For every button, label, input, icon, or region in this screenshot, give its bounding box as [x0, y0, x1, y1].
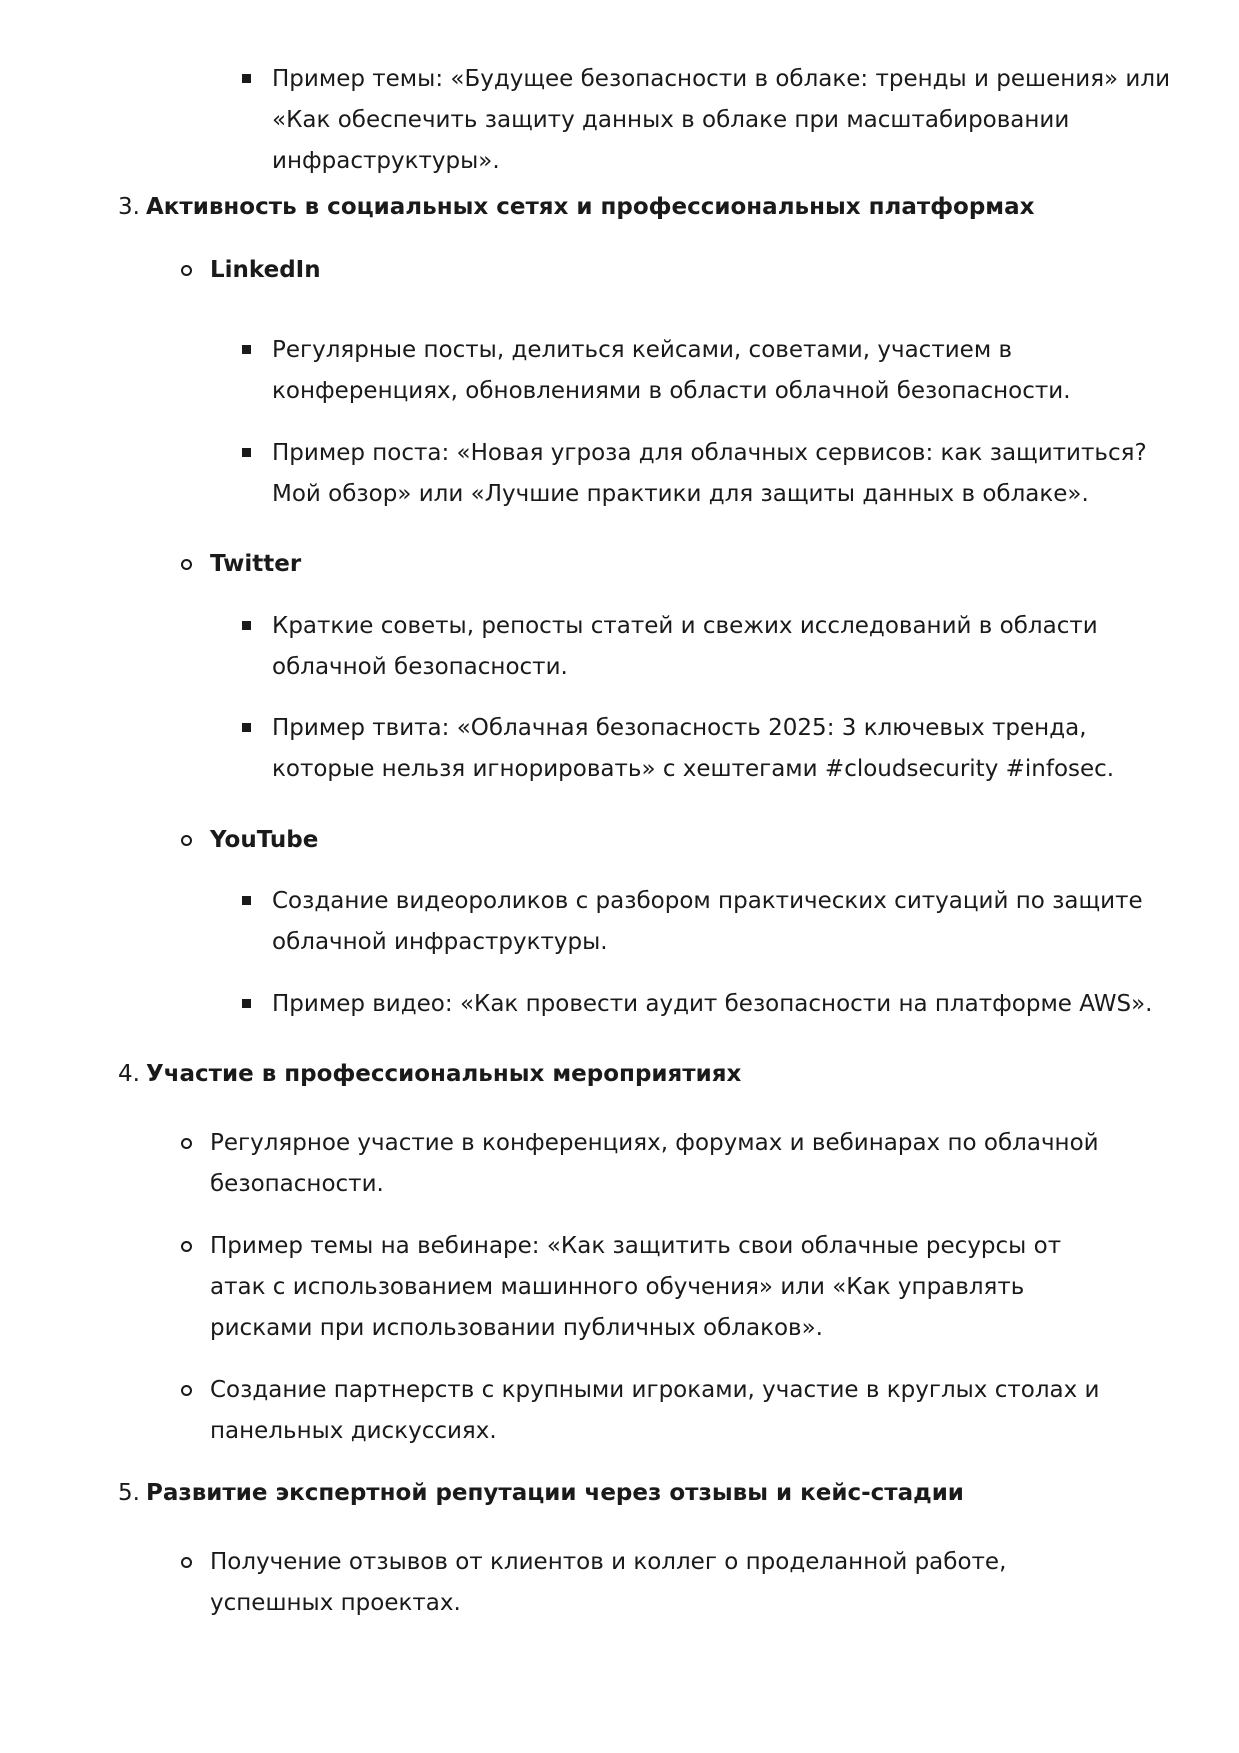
subsection-title: Twitter — [210, 551, 302, 577]
section-number: 3. — [118, 194, 140, 220]
square-bullet-icon — [242, 723, 251, 732]
list-item — [210, 1226, 1110, 1349]
subsection-twitter — [210, 544, 1110, 585]
subsection-title: YouTube — [210, 827, 319, 853]
list-item-text: Краткие советы, репосты статей и свежих исследований в области облачной безопасности. — [272, 613, 1098, 680]
list-item — [272, 433, 1172, 515]
square-bullet-icon — [242, 448, 251, 457]
list-item — [210, 1123, 1110, 1205]
section-number: 4. — [118, 1061, 140, 1087]
list-item-text: Пример видео: «Как провести аудит безопасности на платформе AWS». — [272, 991, 1153, 1017]
subsection-linkedin — [210, 250, 1110, 291]
square-bullet-icon — [242, 74, 251, 83]
list-item — [272, 330, 1172, 412]
square-bullet-icon — [242, 621, 251, 630]
list-item-text: Пример поста: «Новая угроза для облачных сервисов: как защититься? Мой обзор» или «Лучшие практики для защиты данных в облаке». — [272, 440, 1147, 507]
circle-bullet-icon — [181, 1138, 192, 1149]
circle-bullet-icon — [181, 1241, 192, 1252]
square-bullet-icon — [242, 999, 251, 1008]
section-title: Участие в профессиональных мероприятиях — [146, 1061, 742, 1087]
list-item-text: Регулярные посты, делиться кейсами, советами, участием в конференциях, обновлениями в области облачной безопасности. — [272, 337, 1071, 404]
section-number: 5. — [118, 1480, 140, 1506]
square-bullet-icon — [242, 896, 251, 905]
list-item-text: Пример темы на вебинаре: «Как защитить свои облачные ресурсы от атак с использованием машинного обучения» или «Как управлять рисками при использовании публичных облаков». — [210, 1233, 1062, 1341]
list-item — [210, 1542, 1110, 1624]
circle-bullet-icon — [181, 559, 192, 570]
section-heading-3 — [118, 187, 1146, 228]
list-item — [272, 59, 1172, 182]
circle-bullet-icon — [181, 835, 192, 846]
circle-bullet-icon — [181, 265, 192, 276]
list-item — [210, 1370, 1110, 1452]
section-heading-4 — [118, 1054, 1146, 1095]
list-item — [272, 881, 1172, 963]
section-title: Активность в социальных сетях и профессиональных платформах — [146, 194, 1035, 220]
list-item-text: Создание партнерств с крупными игроками, участие в круглых столах и панельных дискуссиях. — [210, 1377, 1100, 1444]
circle-bullet-icon — [181, 1385, 192, 1396]
list-item-text: Регулярное участие в конференциях, форумах и вебинарах по облачной безопасности. — [210, 1130, 1099, 1197]
list-item-text: Пример твита: «Облачная безопасность 2025: 3 ключевых тренда, которые нельзя игнорировать» с хештегами #cloudsecurity #infosec. — [272, 715, 1115, 782]
section-title: Развитие экспертной репутации через отзывы и кейс-стадии — [146, 1480, 964, 1506]
section-heading-5 — [118, 1473, 1146, 1514]
circle-bullet-icon — [181, 1557, 192, 1568]
list-item-text: Пример темы: «Будущее безопасности в облаке: тренды и решения» или «Как обеспечить защиту данных в облаке при масштабировании инфраструктуры». — [272, 66, 1171, 174]
list-item — [272, 606, 1172, 688]
list-item — [272, 984, 1172, 1025]
list-item-text: Создание видеороликов с разбором практических ситуаций по защите облачной инфраструктуры. — [272, 888, 1143, 955]
subsection-youtube — [210, 820, 1110, 861]
list-item — [272, 708, 1172, 790]
square-bullet-icon — [242, 345, 251, 354]
list-item-text: Получение отзывов от клиентов и коллег о проделанной работе, успешных проектах. — [210, 1549, 1007, 1616]
subsection-title: LinkedIn — [210, 257, 321, 283]
